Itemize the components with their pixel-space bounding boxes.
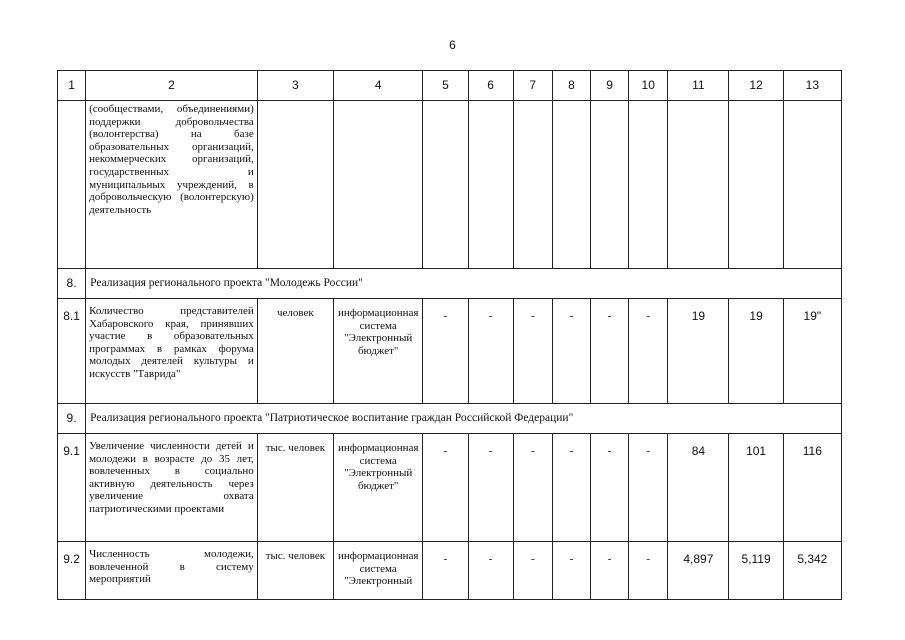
header-cell: 5 [423,71,468,101]
header-cell: 10 [629,71,668,101]
header-cell: 8 [552,71,590,101]
table-row [58,542,842,600]
header-cell: 6 [468,71,513,101]
header-cell: 11 [668,71,729,101]
value-cell: - [423,299,468,404]
section-number: 9. [58,404,86,434]
header-cell: 3 [257,71,333,101]
value-cell: - [468,299,513,404]
section-title: Реализация регионального проекта "Патриотическое воспитание граждан Российской Федерации" [86,404,842,434]
unit-text: человек [257,299,333,404]
table-row [58,299,842,404]
value-cell: - [552,542,590,600]
value-cell: 5,342 [783,542,841,600]
header-cell: 2 [86,71,258,101]
header-cell: 9 [590,71,628,101]
section-row [58,269,842,299]
section-row [58,404,842,434]
table-row [58,101,842,269]
value-cell: - [513,434,552,542]
value-cell: - [629,542,668,600]
header-cell: 7 [513,71,552,101]
value-cell: - [423,434,468,542]
value-cell: - [552,434,590,542]
indicators-table [57,70,842,600]
value-cell: - [590,542,628,600]
value-cell: - [552,299,590,404]
section-title: Реализация регионального проекта "Молодежь России" [86,269,842,299]
value-cell: - [629,434,668,542]
indicator-text: Численность молодежи, вовлеченной в систему мероприятий [86,542,258,600]
indicator-text: (сообществами, объединениями) поддержки добровольчества (волонтерства) на базе образовательных организаций, некоммерческих организаций, государственных и муниципальных учреждений, в добровольческую (волонтерскую) деятельность [86,101,258,269]
unit-text: тыс. человек [257,434,333,542]
table-row [58,434,842,542]
value-cell: 19 [668,299,729,404]
value-cell: - [590,299,628,404]
header-cell: 4 [334,71,423,101]
indicator-text: Количество представителей Хабаровского края, принявших участие в образовательных программах в рамках форума молодых деятелей культуры и искусств "Таврида" [86,299,258,404]
source-text: информационная система "Электронный бюджет" [334,299,423,404]
value-cell: 4,897 [668,542,729,600]
header-cell: 12 [729,71,783,101]
source-text: информационная система "Электронный [334,542,423,600]
indicator-text: Увеличение численности детей и молодежи в возрасте до 35 лет, вовлеченных в социально активную деятельность через увеличение охвата патриотическими проектами [86,434,258,542]
value-cell: 19 [729,299,783,404]
page-number: 6 [449,38,456,52]
value-cell: - [513,299,552,404]
row-number: 8.1 [58,299,86,404]
value-cell: 116 [783,434,841,542]
value-cell: - [629,299,668,404]
value-cell: - [468,434,513,542]
row-number: 9.1 [58,434,86,542]
value-cell: 5,119 [729,542,783,600]
value-cell: - [468,542,513,600]
row-number: 9.2 [58,542,86,600]
section-number: 8. [58,269,86,299]
value-cell: 19" [783,299,841,404]
header-row [58,71,842,101]
value-cell: 84 [668,434,729,542]
value-cell: 101 [729,434,783,542]
header-cell: 1 [58,71,86,101]
value-cell: - [590,434,628,542]
value-cell: - [423,542,468,600]
value-cell: - [513,542,552,600]
source-text: информационная система "Электронный бюджет" [334,434,423,542]
unit-text: тыс. человек [257,542,333,600]
header-cell: 13 [783,71,841,101]
